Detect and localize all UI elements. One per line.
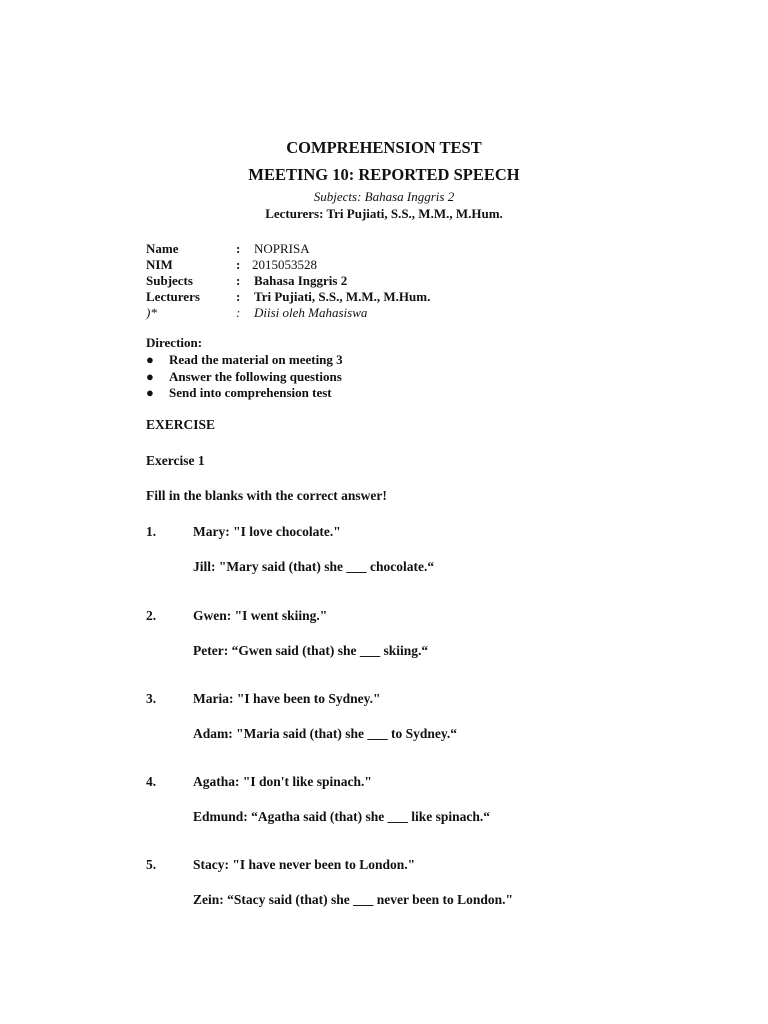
question-answer-line: Adam: "Maria said (that) she ___ to Sydney.“ bbox=[193, 726, 458, 741]
question-prompt: Agatha: "I don't like spinach." bbox=[193, 774, 372, 789]
info-colon: : bbox=[236, 241, 241, 256]
bullet-icon: ● bbox=[146, 385, 154, 400]
info-value: NOPRISA bbox=[254, 241, 310, 256]
bullet-icon: ● bbox=[146, 352, 154, 367]
info-label: Lecturers bbox=[146, 289, 200, 304]
question-answer-line: Jill: "Mary said (that) she ___ chocolate.“ bbox=[193, 559, 435, 574]
info-colon: : bbox=[236, 273, 241, 288]
question-number: 1. bbox=[146, 524, 157, 539]
info-colon: : bbox=[236, 257, 241, 272]
question-number: 2. bbox=[146, 608, 157, 623]
info-value: Diisi oleh Mahasiswa bbox=[254, 305, 368, 320]
info-value: 2015053528 bbox=[252, 257, 317, 272]
question-number: 3. bbox=[146, 691, 157, 706]
info-label: Name bbox=[146, 241, 179, 256]
meeting-title: MEETING 10: REPORTED SPEECH bbox=[248, 165, 520, 184]
question-prompt: Mary: "I love chocolate." bbox=[193, 524, 341, 539]
info-label: Subjects bbox=[146, 273, 193, 288]
question-answer-line: Peter: “Gwen said (that) she ___ skiing.“ bbox=[193, 643, 429, 658]
question-prompt: Stacy: "I have never been to London." bbox=[193, 857, 416, 872]
info-label: )* bbox=[146, 305, 157, 320]
direction-item-text: Read the material on meeting 3 bbox=[169, 352, 343, 367]
lecturers-line: Lecturers: Tri Pujiati, S.S., M.M., M.Hum. bbox=[265, 206, 503, 221]
exercise-subheading: Exercise 1 bbox=[146, 453, 205, 468]
bullet-icon: ● bbox=[146, 369, 154, 384]
document-title: COMPREHENSION TEST bbox=[286, 138, 482, 157]
question-prompt: Maria: "I have been to Sydney." bbox=[193, 691, 381, 706]
question-number: 4. bbox=[146, 774, 157, 789]
direction-item-text: Send into comprehension test bbox=[169, 385, 332, 400]
direction-heading: Direction: bbox=[146, 335, 203, 350]
info-label: NIM bbox=[146, 257, 173, 272]
direction-item-text: Answer the following questions bbox=[169, 369, 342, 384]
info-colon: : bbox=[236, 305, 241, 320]
info-value: Tri Pujiati, S.S., M.M., M.Hum. bbox=[254, 289, 431, 304]
info-value: Bahasa Inggris 2 bbox=[254, 273, 348, 288]
question-answer-line: Edmund: “Agatha said (that) she ___ like spinach.“ bbox=[193, 809, 491, 824]
question-prompt: Gwen: "I went skiing." bbox=[193, 608, 328, 623]
exercise-heading: EXERCISE bbox=[146, 417, 216, 432]
question-number: 5. bbox=[146, 857, 157, 872]
exercise-instruction: Fill in the blanks with the correct answer! bbox=[146, 488, 387, 503]
info-colon: : bbox=[236, 289, 241, 304]
subjects-line: Subjects: Bahasa Inggris 2 bbox=[313, 189, 455, 204]
question-answer-line: Zein: “Stacy said (that) she ___ never been to London." bbox=[193, 892, 514, 907]
